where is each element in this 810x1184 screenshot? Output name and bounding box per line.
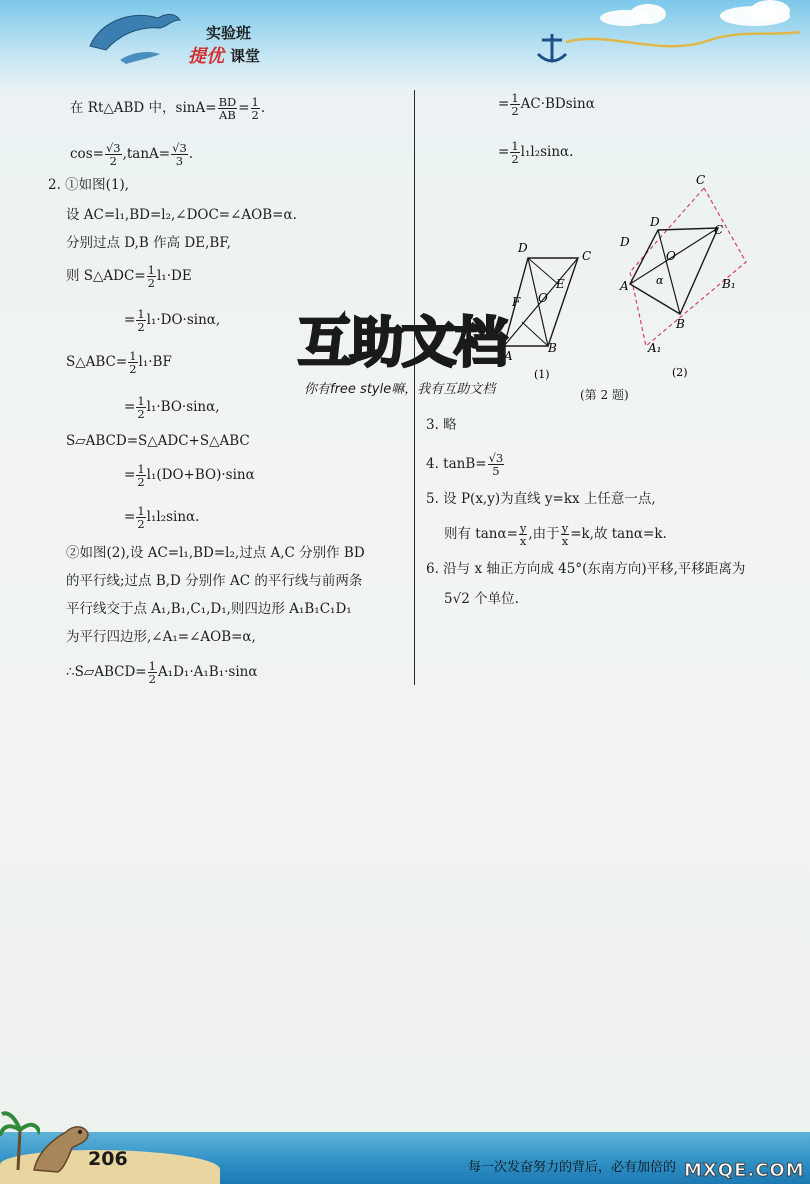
text-line: ②如图(2),设 AC=l₁,BD=l₂,过点 A,C 分别作 BD: [66, 545, 365, 561]
text-line: S△ABC= $\frac{1}{2}$ l₁·BF: [66, 349, 172, 376]
fig2-label: O: [666, 249, 676, 263]
brand-red: 提优: [188, 46, 224, 67]
brand-bottom: 课堂: [230, 47, 261, 65]
fig2-label: C: [714, 223, 724, 237]
text-line: ∴S▱ABCD= $\frac{1}{2}$ A₁D₁·A₁B₁·sinα: [66, 659, 258, 686]
text-line: 则 S△ADC= $\frac{1}{2}$ l₁·DE: [66, 263, 192, 290]
fig1-label: D: [518, 241, 528, 255]
footer-motto: 每一次发奋努力的背后，必有加倍的: [468, 1160, 677, 1175]
text-line: 3. 略: [426, 417, 457, 433]
fig2-label: A: [620, 279, 629, 293]
brand-logo: [188, 22, 298, 66]
page-number: 206: [88, 1148, 128, 1170]
text-line: 4. tanB= $\frac{√3}{5}$: [426, 451, 504, 478]
page-header: [0, 0, 810, 92]
cloud-icon: [750, 0, 790, 22]
fig2-label: B: [676, 317, 685, 331]
fig1-label: E: [556, 277, 565, 291]
text-line: cos= $\frac{√3}{2}$ ,tanA= $\frac{√3}{3}$ .: [70, 141, 194, 168]
anchor-icon: [530, 28, 810, 68]
text-line: = $\frac{1}{2}$ l₁(DO+BO)·sinα: [124, 462, 255, 489]
fig2-label: A₁: [648, 341, 662, 355]
fig1-caption: (1): [534, 368, 550, 381]
watermark-title: 互助文档: [298, 311, 506, 374]
text-line: 平行线交于点 A₁,B₁,C₁,D₁,则四边形 A₁B₁C₁D₁: [66, 601, 352, 617]
text-line: 在 Rt△ABD 中，sinA= $\frac{BD}{AB}$ = $\frac{1}{2}$ .: [70, 95, 266, 122]
figure-2: [616, 172, 766, 382]
fig2-label: B₁: [722, 277, 736, 291]
text-line: = $\frac{1}{2}$ l₁l₂sinα.: [498, 139, 574, 166]
text-line: 设 AC=l₁,BD=l₂,∠DOC=∠AOB=α.: [66, 207, 297, 223]
text-line: 则有 tanα= $\frac{y}{x}$ ,由于 $\frac{y}{x}$ =k,故 tanα=k.: [444, 521, 667, 548]
cloud-icon: [630, 4, 666, 24]
text-line: = $\frac{1}{2}$ l₁·BO·sinα,: [124, 394, 220, 421]
fig2-label: D: [620, 235, 630, 249]
fig1-label: O: [538, 291, 548, 305]
text-line: = $\frac{1}{2}$ l₁l₂sinα.: [124, 504, 200, 531]
text-line: 5√2 个单位.: [444, 591, 519, 607]
fig2-label: α: [656, 274, 664, 287]
fig1-label: A: [504, 349, 513, 363]
text-line: 分别过点 D,B 作高 DE,BF,: [66, 235, 231, 251]
text-line: S▱ABCD=S△ADC+S△ABC: [66, 433, 250, 449]
text-line: = $\frac{1}{2}$ AC·BDsinα: [498, 91, 595, 118]
fig2-caption: (2): [672, 366, 688, 379]
fig1-label: B: [548, 341, 557, 355]
fig2-label: C: [696, 173, 706, 187]
text-line: 的平行线;过点 B,D 分别作 AC 的平行线与前两条: [66, 573, 363, 589]
seal-icon: [28, 1118, 92, 1174]
site-watermark: MXQE.COM: [684, 1160, 805, 1181]
fig2-label: D: [650, 215, 660, 229]
watermark: [298, 300, 538, 400]
text-line: = $\frac{1}{2}$ l₁·DO·sinα,: [124, 307, 221, 334]
text-line: 2. ①如图(1),: [48, 177, 130, 193]
text-line: 5. 设 P(x,y)为直线 y=kx 上任意一点,: [426, 491, 656, 507]
dolphin-icon: [80, 4, 190, 64]
text-line: 6. 沿与 x 轴正方向成 45°(东南方向)平移,平移距离为: [426, 561, 746, 577]
fig1-label: F: [512, 295, 521, 309]
fig1-label: C: [582, 249, 592, 263]
brand-top: 实验班: [206, 24, 252, 42]
figure-title: (第 2 题): [580, 388, 629, 402]
text-line: 为平行四边形,∠A₁=∠AOB=α,: [66, 629, 256, 645]
watermark-slogan: 你有free style嘛，我有互助文档: [304, 382, 496, 397]
